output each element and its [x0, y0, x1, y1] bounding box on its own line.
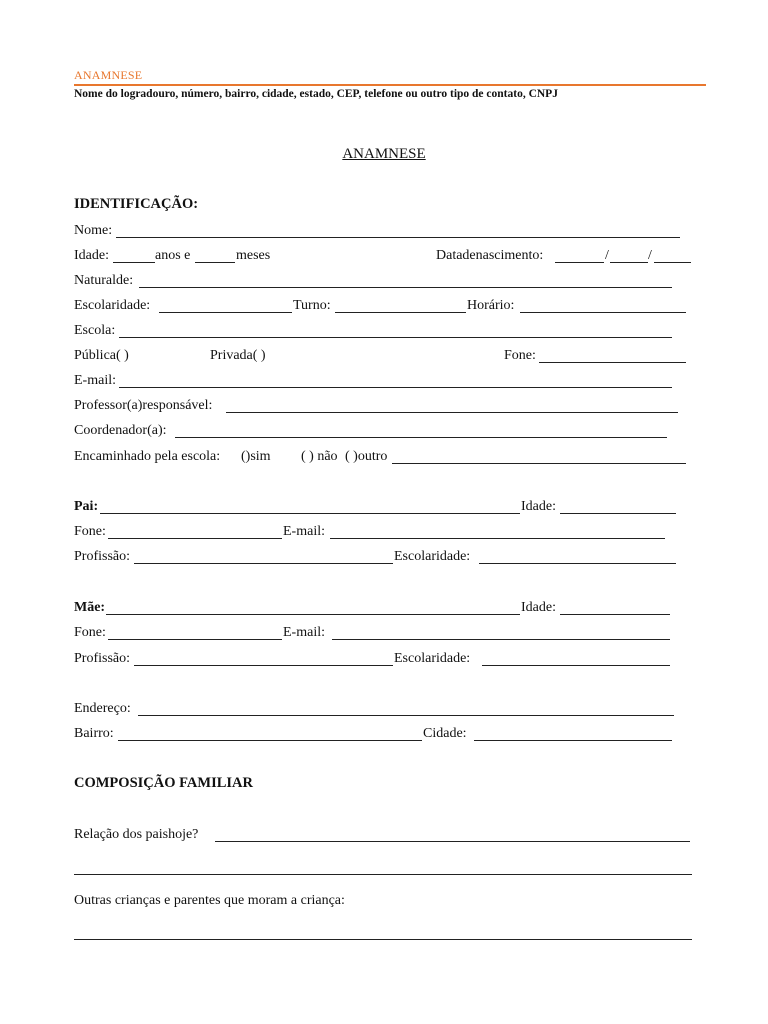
mae-nome-field[interactable] — [106, 614, 520, 615]
meses-label: meses — [236, 248, 271, 263]
pai-profissao-field[interactable] — [134, 563, 393, 564]
horario-label: Horário: — [467, 298, 515, 313]
turno-field[interactable] — [335, 312, 466, 313]
sim-option[interactable]: ()sim — [241, 449, 271, 464]
mae-idade-field[interactable] — [560, 614, 670, 615]
mae-fone-label: Fone: — [74, 625, 106, 640]
header-brand: ANAMNESE — [74, 68, 143, 82]
idade-anos-field[interactable] — [113, 262, 155, 263]
email-field[interactable] — [119, 387, 672, 388]
pai-idade-label: Idade: — [521, 499, 556, 514]
encaminhado-label: Encaminhado pela escola: — [74, 449, 221, 464]
professor-label: Professor(a)responsável: — [74, 398, 213, 413]
mae-idade-label: Idade: — [521, 600, 556, 615]
relacao-field[interactable] — [215, 841, 690, 842]
date-slash-1: / — [605, 248, 609, 263]
naturalde-field[interactable] — [139, 287, 672, 288]
nome-label: Nome: — [74, 223, 113, 238]
bairro-field[interactable] — [118, 740, 422, 741]
fone-field[interactable] — [539, 362, 686, 363]
bairro-label: Bairro: — [74, 726, 114, 741]
pai-profissao-label: Profissão: — [74, 549, 130, 564]
pai-label: Pai: — [74, 499, 99, 514]
cidade-field[interactable] — [474, 740, 672, 741]
relacao-extra-line[interactable] — [74, 874, 692, 875]
nao-option[interactable]: ( ) não — [301, 449, 338, 464]
turno-label: Turno: — [293, 298, 331, 313]
pai-escolaridade-field[interactable] — [479, 563, 676, 564]
escola-label: Escola: — [74, 323, 116, 338]
data-nascimento-label: Datadenascimento: — [436, 248, 544, 263]
mae-escolaridade-field[interactable] — [482, 665, 670, 666]
escola-field[interactable] — [119, 337, 672, 338]
horario-field[interactable] — [520, 312, 686, 313]
escolaridade-field[interactable] — [159, 312, 292, 313]
privada-option[interactable]: Privada( ) — [210, 348, 266, 363]
outro-option[interactable]: ( )outro — [345, 449, 388, 464]
outras-criancas-line[interactable] — [74, 939, 692, 940]
idade-label: Idade: — [74, 248, 109, 263]
document-title — [0, 146, 768, 163]
nascimento-dia-field[interactable] — [555, 262, 604, 263]
pai-idade-field[interactable] — [560, 513, 676, 514]
outras-criancas-label: Outras crianças e parentes que moram a criança: — [74, 893, 345, 908]
date-slash-2: / — [648, 248, 652, 263]
pai-email-field[interactable] — [330, 538, 665, 539]
nascimento-mes-field[interactable] — [610, 262, 648, 263]
mae-label: Mãe: — [74, 600, 106, 615]
idade-meses-field[interactable] — [195, 262, 235, 263]
pai-fone-field[interactable] — [108, 538, 282, 539]
escolaridade-label: Escolaridade: — [74, 298, 151, 313]
pai-fone-label: Fone: — [74, 524, 106, 539]
mae-email-label: E-mail: — [283, 625, 325, 640]
header-rule — [74, 84, 706, 86]
pai-escolaridade-label: Escolaridade: — [394, 549, 471, 564]
coordenador-field[interactable] — [175, 437, 667, 438]
pai-nome-field[interactable] — [100, 513, 520, 514]
professor-field[interactable] — [226, 412, 678, 413]
mae-profissao-field[interactable] — [134, 665, 393, 666]
section-composicao-familiar: COMPOSIÇÃO FAMILIAR — [74, 775, 253, 791]
mae-profissao-label: Profissão: — [74, 651, 130, 666]
anos-e-label: anos e — [155, 248, 191, 263]
mae-email-field[interactable] — [332, 639, 670, 640]
coordenador-label: Coordenador(a): — [74, 423, 167, 438]
endereco-label: Endereço: — [74, 701, 131, 716]
cidade-label: Cidade: — [423, 726, 467, 741]
fone-label: Fone: — [504, 348, 536, 363]
header-address: Nome do logradouro, número, bairro, cidade, estado, CEP, telefone ou outro tipo de contato, CNPJ — [74, 88, 558, 100]
endereco-field[interactable] — [138, 715, 674, 716]
outro-field[interactable] — [392, 463, 686, 464]
nome-field[interactable] — [116, 237, 680, 238]
pai-email-label: E-mail: — [283, 524, 325, 539]
naturalde-label: Naturalde: — [74, 273, 134, 288]
mae-escolaridade-label: Escolaridade: — [394, 651, 471, 666]
publica-option[interactable]: Pública( ) — [74, 348, 129, 363]
email-label: E-mail: — [74, 373, 116, 388]
document-title-text: ANAMNESE — [342, 146, 426, 162]
section-identificacao: IDENTIFICAÇÃO: — [74, 196, 199, 212]
relacao-label: Relação dos paishoje? — [74, 827, 199, 842]
nascimento-ano-field[interactable] — [654, 262, 691, 263]
mae-fone-field[interactable] — [108, 639, 282, 640]
